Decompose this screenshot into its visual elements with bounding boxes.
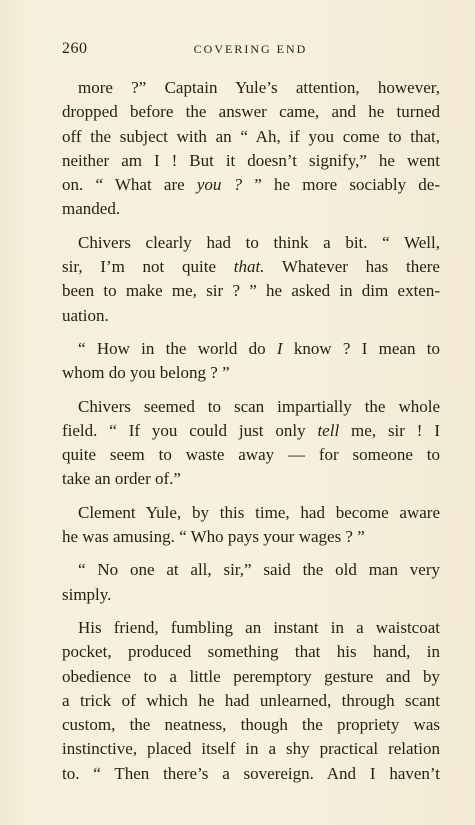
paragraph — [62, 501, 440, 550]
text-line: to. “ Then there’s a sovereign. And I haven’t — [62, 763, 440, 783]
text-line: off the subject with an “ Ah, if you come to that, — [62, 126, 440, 146]
paragraph — [62, 616, 440, 786]
text-line: custom, the neatness, though the propriety was — [62, 715, 440, 735]
text-line: whom do you belong ? ” — [62, 363, 230, 383]
text-line: been to make me, sir ? ” he asked in dim exten- — [62, 281, 440, 301]
text-line: Clement Yule, by this time, had become aware — [78, 502, 440, 522]
body-text — [62, 76, 440, 786]
text-line: a trick of which he had unlearned, through scant — [62, 690, 440, 710]
text-line: take an order of.” — [62, 469, 181, 489]
text-line: “ No one at all, sir,” said the old man very — [78, 560, 440, 580]
text-line: quite seem to waste away — for someone to — [62, 445, 440, 465]
text-line: manded. — [62, 199, 121, 219]
text-line: sir, I’m not quite that. Whatever has there — [62, 257, 440, 277]
text-line: pocket, produced something that his hand, in — [62, 642, 440, 662]
text-line: “ How in the world do I know ? I mean to — [78, 338, 440, 358]
text-line: more ?” Captain Yule’s attention, however, — [78, 78, 440, 97]
paragraph — [62, 558, 440, 607]
paragraph — [62, 337, 440, 386]
text-line: uation. — [62, 305, 109, 325]
text-line: neither am I ! But it doesn’t signify,” he went — [62, 150, 440, 170]
paragraph — [62, 76, 440, 222]
text-line: Chivers clearly had to think a bit. “ Well, — [78, 232, 440, 252]
text-line: Chivers seemed to scan impartially the whole — [78, 396, 440, 416]
text-line: simply. — [62, 584, 112, 604]
text-line: he was amusing. “ Who pays your wages ? ” — [62, 527, 365, 547]
page-number: 260 — [62, 40, 88, 57]
text-line: His friend, fumbling an instant in a waistcoat — [78, 617, 440, 637]
text-line: obedience to a little peremptory gesture and by — [62, 666, 440, 686]
running-head: COVERING END — [193, 42, 308, 56]
paragraph — [62, 231, 440, 328]
text-line: on. “ What are you ? ” he more sociably de- — [62, 175, 440, 195]
text-line: field. “ If you could just only tell me, sir ! I — [62, 420, 441, 440]
text-line: instinctive, placed itself in a shy practical relation — [62, 739, 440, 759]
text-line: dropped before the answer came, and he turned — [62, 102, 440, 122]
paragraph — [62, 395, 440, 492]
page-header — [62, 40, 439, 64]
